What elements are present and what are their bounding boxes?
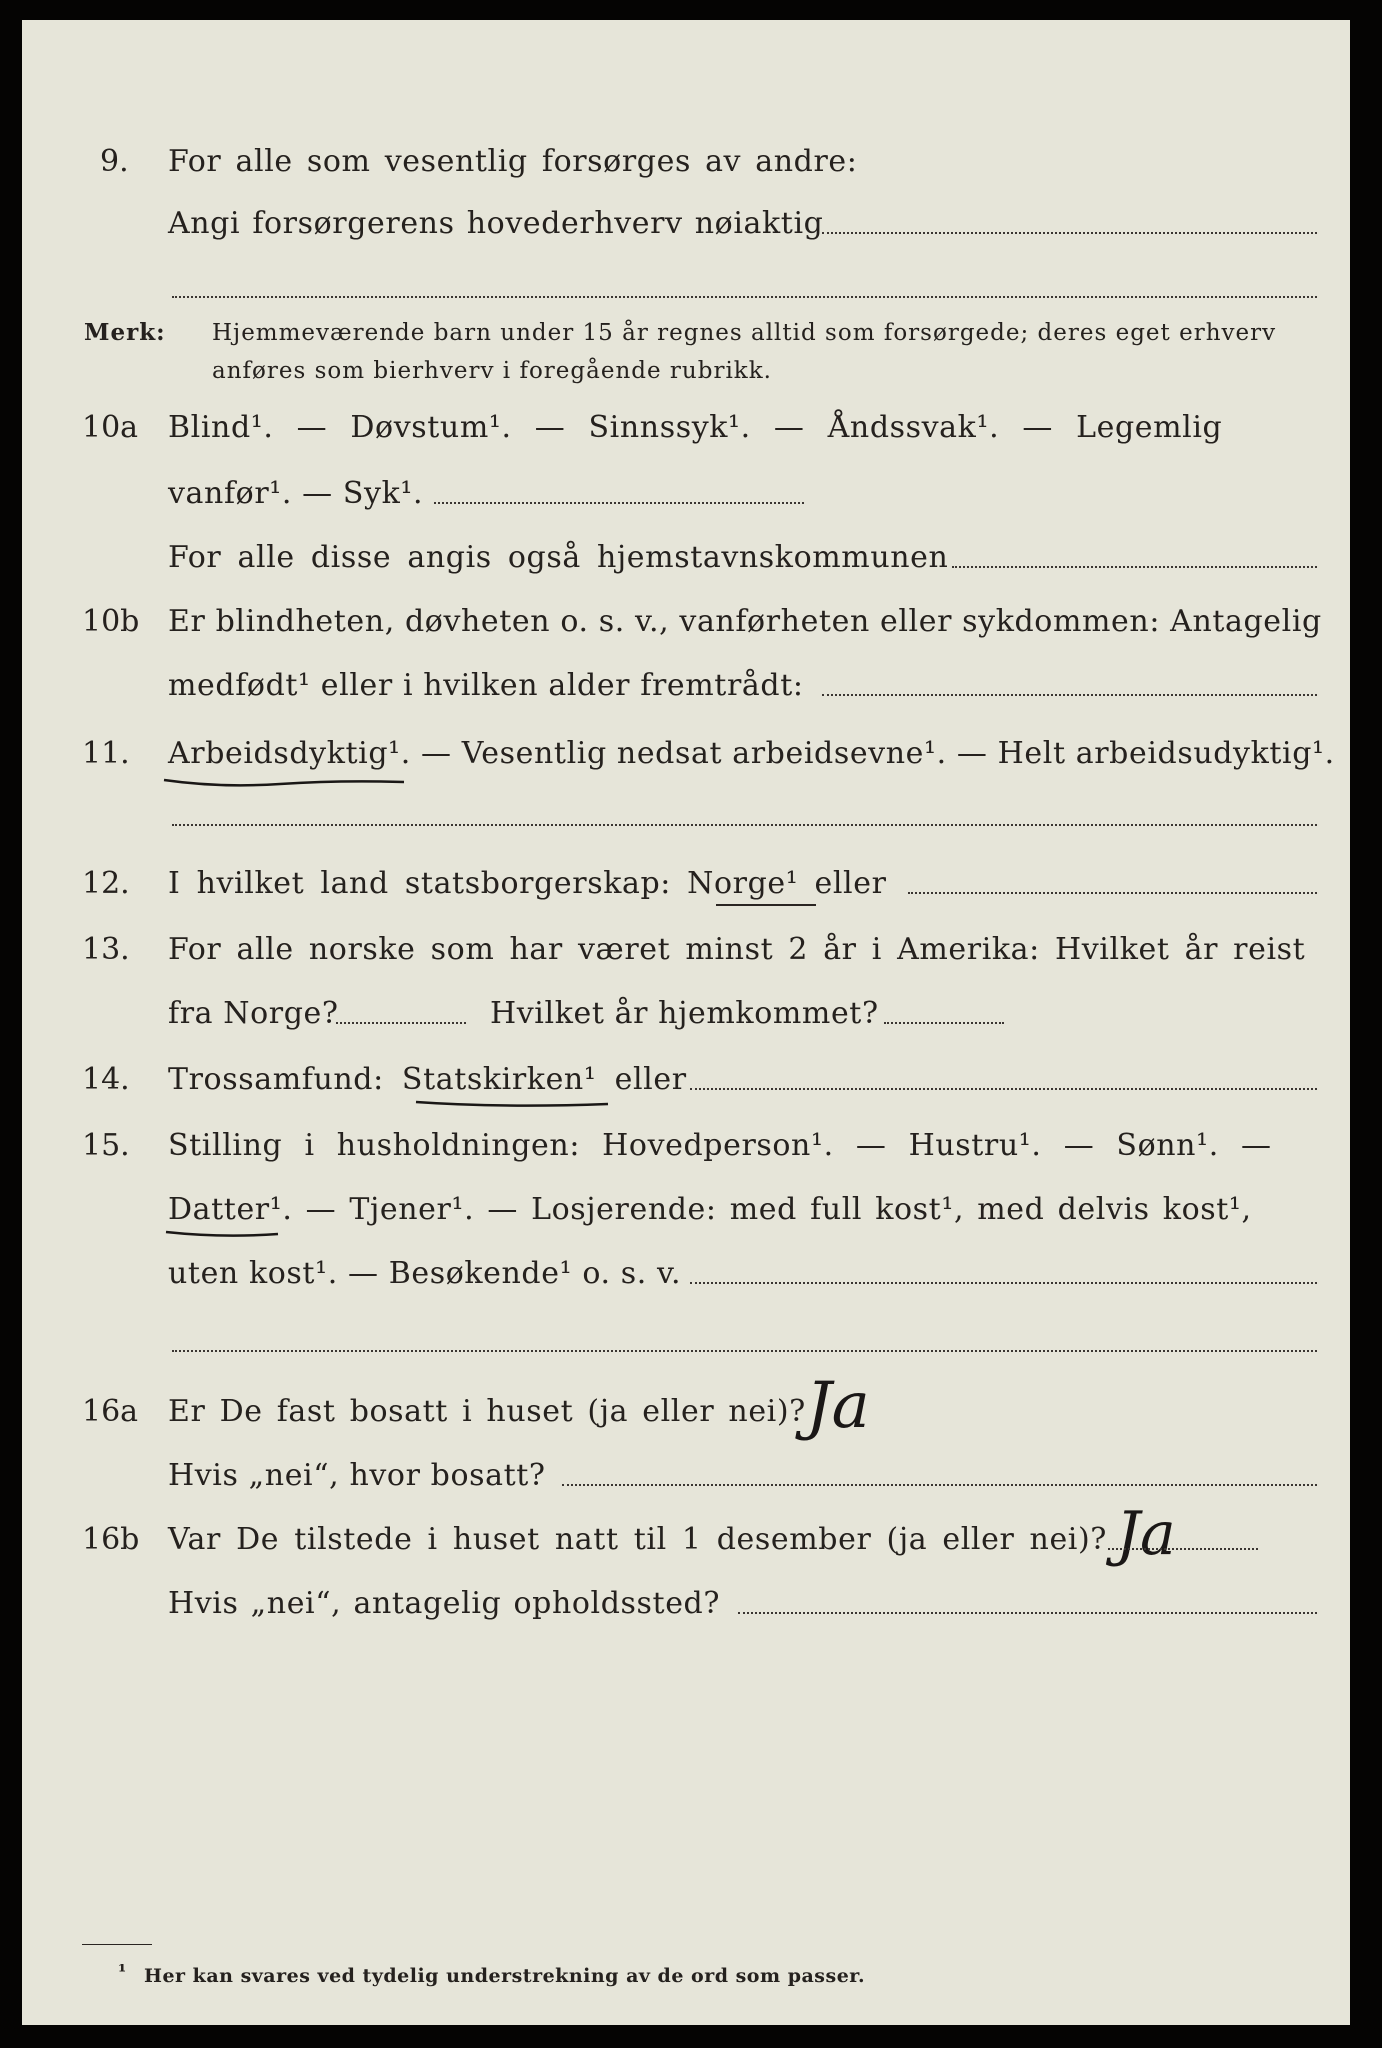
q15-line1: Stilling i husholdningen: Hovedperson¹. — Hustru¹. — Sønn¹. — [168,1128,1272,1163]
q16b-line1: Var De tilstede i huset natt til 1 desember (ja eller nei)? [168,1522,1107,1557]
footnote-mark: ¹ [118,1961,127,1983]
q9-answer-line-2[interactable] [172,296,1317,298]
q10a-number: 10a [82,410,139,445]
footnote-rule [82,1944,152,1945]
q13-reist-line[interactable] [336,1022,466,1024]
q12-line1: I hvilket land statsborgerskap: Norge¹ eller [168,866,887,901]
q16a-number: 16a [82,1394,139,1429]
q12-norge-underline [716,904,816,906]
q12-answer-line[interactable] [908,892,1317,894]
q10b-line1: Er blindheten, døvheten o. s. v., vanførheten eller sykdommen: Antagelig [168,604,1322,639]
merk-line1: Hjemmeværende barn under 15 år regnes alltid som forsørgede; deres eget erhverv [212,320,1277,346]
q9-number: 9. [100,144,129,179]
q16a-line1: Er De fast bosatt i huset (ja eller nei)? [168,1394,806,1429]
q10a-line2: vanfør¹. — Syk¹. [168,476,424,511]
q14-answer-line[interactable] [690,1088,1317,1090]
q11-answer-line[interactable] [172,824,1317,826]
q15-handwritten-underline [162,1226,282,1242]
q10b-number: 10b [82,604,140,639]
q9-line2: Angi forsørgerens hovederhverv nøiaktig [168,206,824,241]
q10a-line3: For alle disse angis også hjemstavnskommunen [168,540,949,575]
census-form-page [22,20,1350,2025]
q10a-answer-line[interactable] [434,502,804,504]
q16a-handwritten-answer[interactable]: Ja [806,1369,870,1443]
q10b-answer-line[interactable] [822,694,1317,696]
q10a-line1: Blind¹. — Døvstum¹. — Sinnssyk¹. — Åndssvak¹. — Legemlig [168,410,1223,445]
q10a-hjemstavn-line[interactable] [952,566,1317,568]
q15-line2: Datter¹. — Tjener¹. — Losjerende: med full kost¹, med delvis kost¹, [168,1192,1252,1227]
q15-answer-line-2[interactable] [172,1350,1317,1352]
q11-line1: Arbeidsdyktig¹. — Vesentlig nedsat arbeidsevne¹. — Helt arbeidsudyktig¹. [168,736,1335,771]
q13-hjemkommet-line[interactable] [884,1022,1004,1024]
q15-answer-line[interactable] [690,1282,1317,1284]
q16b-handwritten-answer[interactable]: Ja [1116,1499,1176,1569]
q13-line1: For alle norske som har været minst 2 år i Amerika: Hvilket år reist [168,932,1306,967]
q13-line2a: fra Norge? [168,996,339,1031]
q12-number: 12. [82,866,130,901]
q14-number: 14. [82,1062,130,1097]
q16b-line2: Hvis „nei“, antagelig opholdssted? [168,1586,721,1621]
q9-line1: For alle som vesentlig forsørges av andre: [168,144,858,179]
q14-handwritten-underline [412,1096,612,1112]
q10b-line2: medfødt¹ eller i hvilken alder fremtrådt: [168,668,804,703]
q16a-answer-line[interactable] [562,1484,1317,1486]
q15-number: 15. [82,1128,130,1163]
q11-number: 11. [82,736,130,771]
q16b-opholdssted-line[interactable] [738,1612,1317,1614]
q11-handwritten-underline [160,772,410,792]
merk-line2: anføres som bierhverv i foregående rubrikk. [212,358,772,384]
footnote-text: Her kan svares ved tydelig understrekning av de ord som passer. [144,1965,866,1987]
q13-line2b: Hvilket år hjemkommet? [490,996,879,1031]
q16b-answer-line[interactable] [1108,1548,1258,1550]
q9-answer-line[interactable] [822,232,1317,234]
q16a-line2: Hvis „nei“, hvor bosatt? [168,1458,546,1493]
merk-label: Merk: [84,319,166,346]
q15-line3: uten kost¹. — Besøkende¹ o. s. v. [168,1256,682,1291]
q16b-number: 16b [82,1522,140,1557]
q14-line1: Trossamfund: Statskirken¹ eller [168,1062,687,1097]
q13-number: 13. [82,932,130,967]
